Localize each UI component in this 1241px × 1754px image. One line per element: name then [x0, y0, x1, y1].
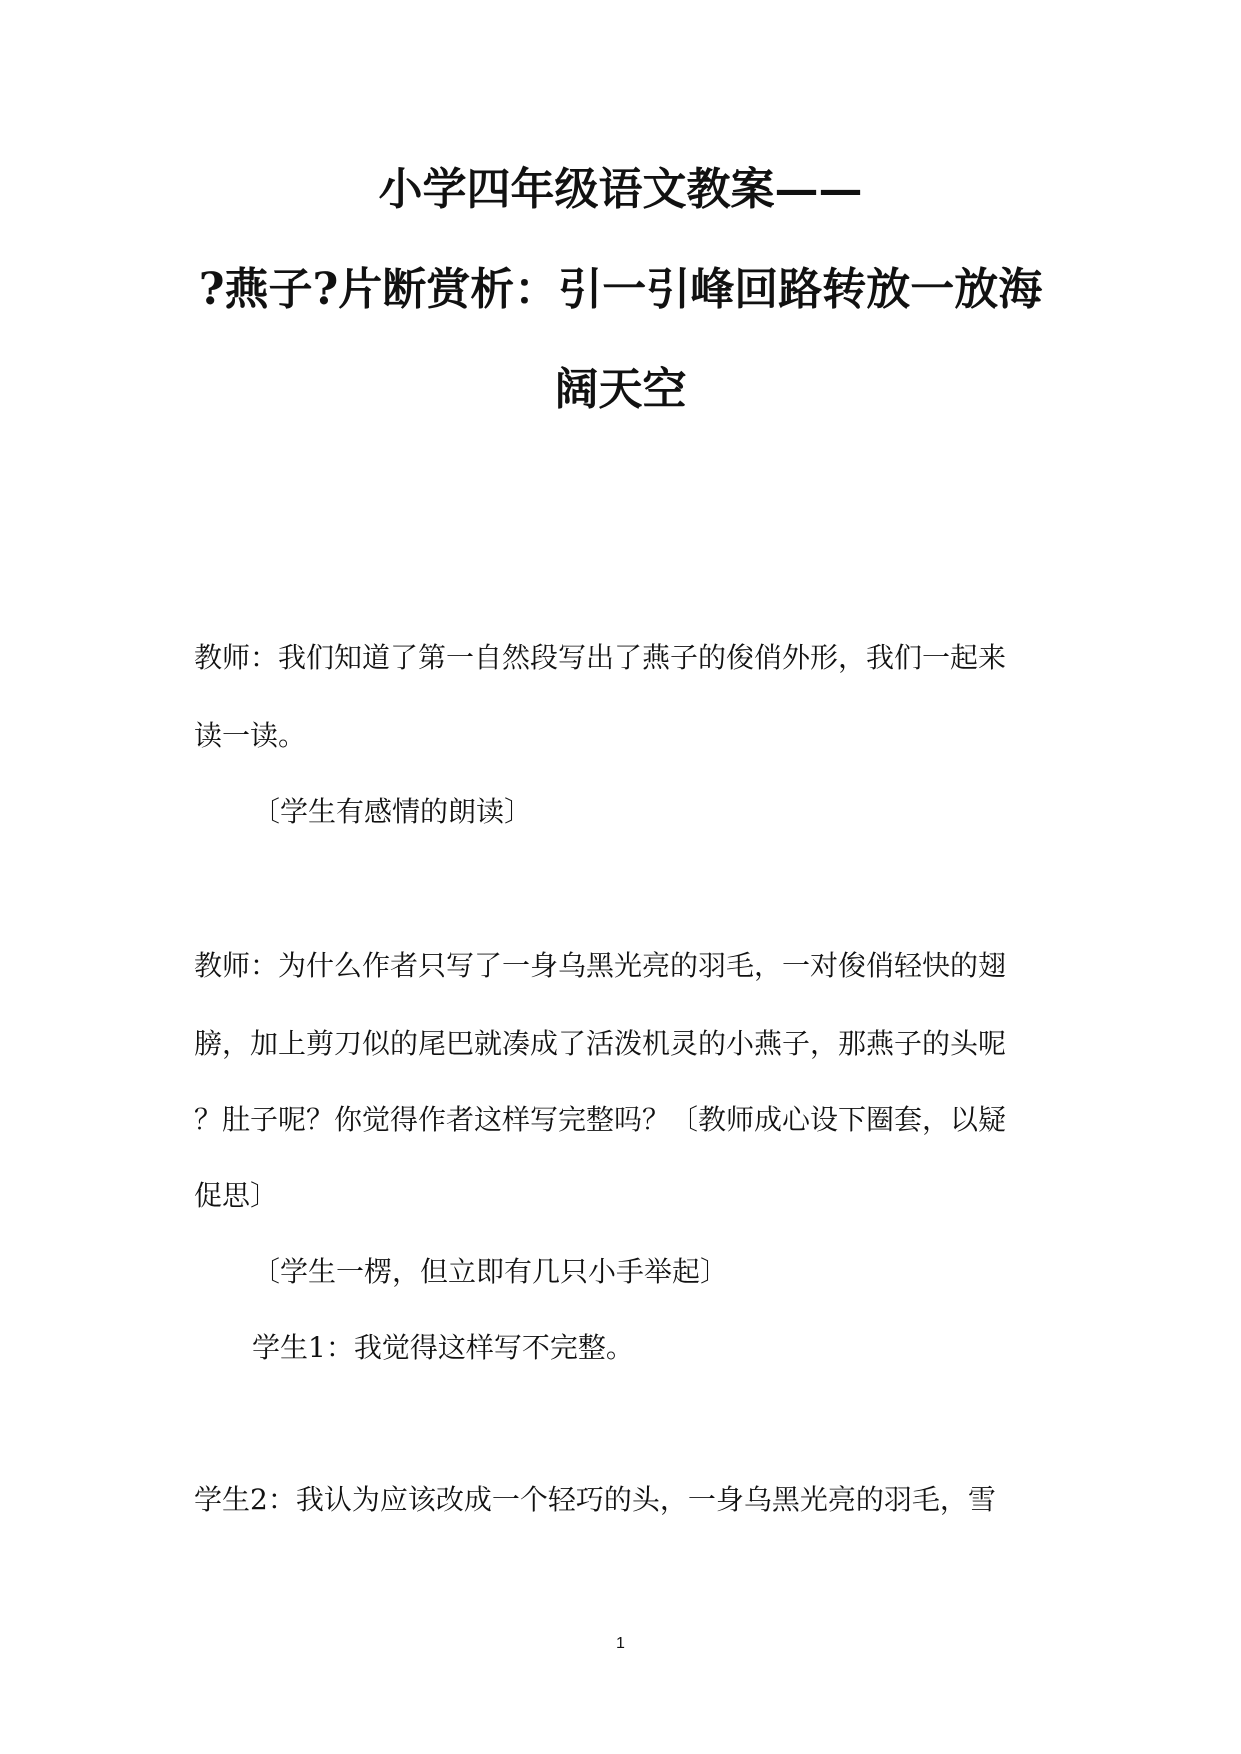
paragraph-teacher-2-line-2: 膀，加上剪刀似的尾巴就凑成了活泼机灵的小燕子，那燕子的头呢	[194, 1027, 1007, 1060]
title-line-1: 小学四年级语文教案——	[378, 164, 863, 215]
paragraph-student-2-line-1: 学生2：我认为应该改成一个轻巧的头，一身乌黑光亮的羽毛，雪	[194, 1483, 996, 1516]
paragraph-student-reading: 〔学生有感情的朗读〕	[252, 795, 533, 828]
paragraph-teacher-2-line-1: 教师：为什么作者只写了一身乌黑光亮的羽毛，一对俊俏轻快的翅	[194, 949, 1007, 982]
page-number: 1	[616, 1635, 625, 1652]
paragraph-students-react: 〔学生一楞，但立即有几只小手举起〕	[252, 1255, 729, 1288]
paragraph-teacher-1-line-2: 读一读。	[194, 719, 307, 752]
paragraph-teacher-1-line-1: 教师：我们知道了第一自然段写出了燕子的俊俏外形，我们一起来	[194, 641, 1007, 674]
paragraph-teacher-2-line-4: 促思〕	[194, 1179, 279, 1212]
title-line-2: ?燕子?片断赏析：引一引峰回路转放一放海	[198, 264, 1043, 315]
title-line-3: 阔天空	[554, 364, 687, 415]
paragraph-teacher-2-line-3: ？肚子呢？你觉得作者这样写完整吗？〔教师成心设下圈套，以疑	[194, 1103, 1007, 1136]
paragraph-student-1: 学生1：我觉得这样写不完整。	[252, 1331, 634, 1364]
